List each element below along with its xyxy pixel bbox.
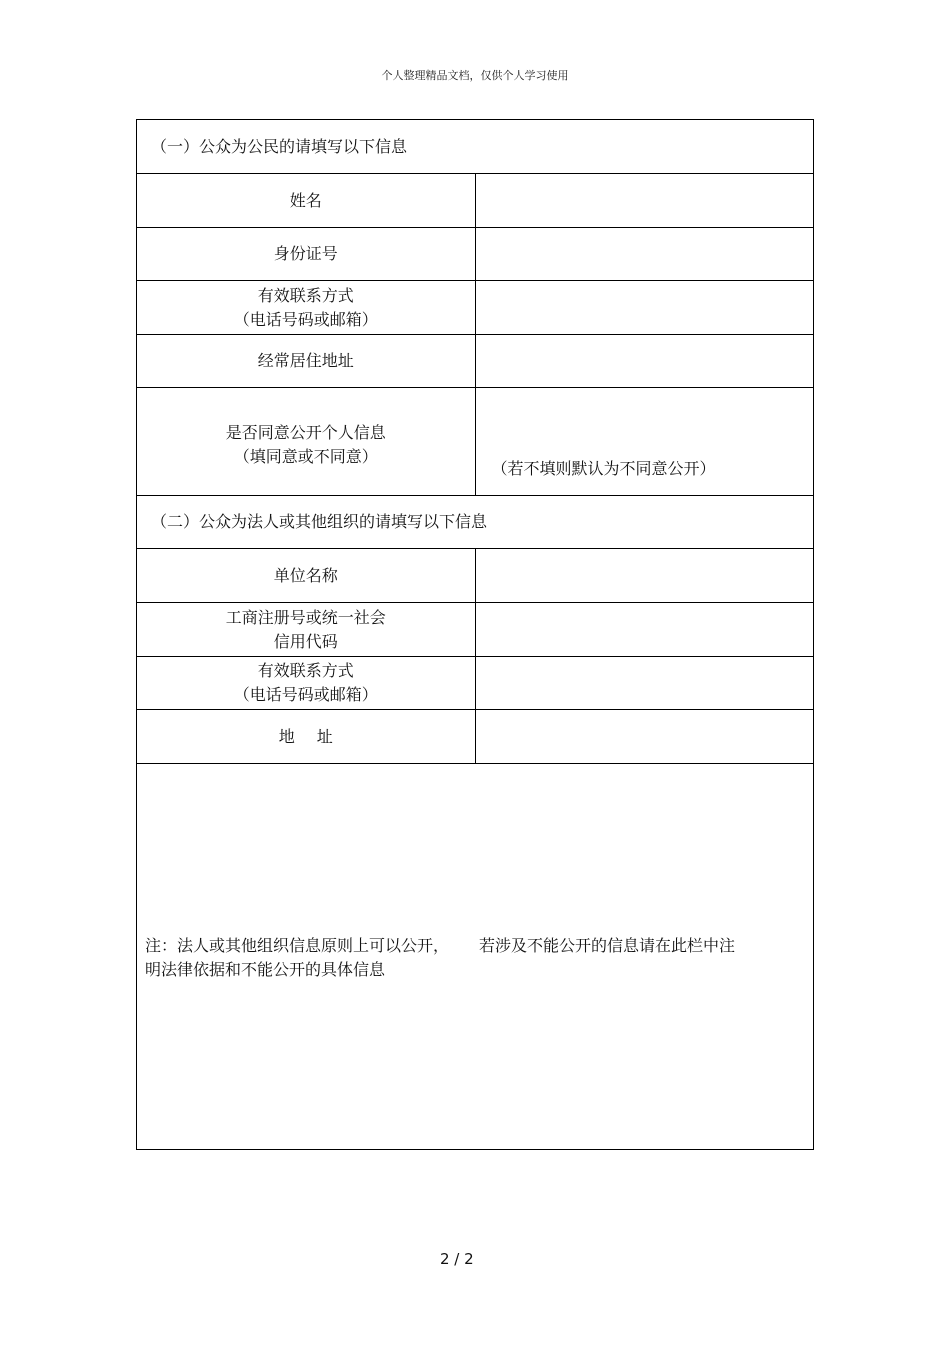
org-contact-field[interactable]	[475, 657, 814, 710]
consent-label-line2: （填同意或不同意）	[233, 446, 378, 466]
note-cell[interactable]	[137, 764, 814, 1150]
consent-field[interactable]	[475, 388, 814, 496]
note-line1	[145, 934, 795, 958]
contact-label-line1: 有效联系方式	[257, 285, 354, 305]
consent-label	[137, 388, 476, 496]
id-number-row	[137, 228, 814, 281]
note-line2: 明法律依据和不能公开的具体信息	[145, 960, 386, 979]
id-number-label: 身份证号	[137, 228, 476, 281]
registration-label-line2: 信用代码	[273, 631, 338, 651]
org-name-row	[137, 549, 814, 603]
residence-label: 经常居住地址	[137, 335, 476, 388]
id-number-field[interactable]	[475, 228, 814, 281]
note-part1: 注：法人或其他组织信息原则上可以公开，	[145, 936, 450, 955]
consent-hint: （若不填则默认为不同意公开）	[491, 459, 716, 478]
name-row	[137, 174, 814, 228]
residence-row	[137, 335, 814, 388]
contact-row	[137, 281, 814, 335]
registration-field[interactable]	[475, 603, 814, 657]
address-label-char2: 址	[316, 726, 333, 746]
consent-row	[137, 388, 814, 496]
registration-label	[137, 603, 476, 657]
org-contact-label-line1: 有效联系方式	[257, 661, 354, 680]
note-row	[137, 764, 814, 1150]
consent-label-line1: 是否同意公开个人信息	[225, 422, 386, 442]
org-contact-row	[137, 657, 814, 710]
registration-row	[137, 603, 814, 657]
section1-title: （一）公众为公民的请填写以下信息	[137, 120, 814, 174]
section2-title-row	[137, 496, 814, 549]
section1-title-row	[137, 120, 814, 174]
registration-label-line1: 工商注册号或统一社会	[225, 607, 386, 627]
address-field[interactable]	[475, 710, 814, 764]
page-number: 2 / 2	[440, 1250, 474, 1268]
org-name-label: 单位名称	[137, 549, 476, 603]
address-label	[137, 710, 476, 764]
contact-label	[137, 281, 476, 335]
note-part2: 若涉及不能公开的信息请在此栏中注	[479, 936, 736, 955]
address-row	[137, 710, 814, 764]
org-contact-label	[137, 657, 476, 710]
section2-title: （二）公众为法人或其他组织的请填写以下信息	[137, 496, 814, 549]
name-label: 姓名	[137, 174, 476, 228]
org-contact-label-line2: （电话号码或邮箱）	[233, 685, 378, 704]
address-label-char1: 地	[278, 726, 295, 746]
residence-field[interactable]	[475, 335, 814, 388]
contact-label-line2: （电话号码或邮箱）	[233, 309, 378, 329]
page-header: 个人整理精品文档，仅供个人学习使用	[381, 69, 569, 82]
name-field[interactable]	[475, 174, 814, 228]
information-form-table	[136, 119, 814, 1150]
org-name-field[interactable]	[475, 549, 814, 603]
contact-field[interactable]	[475, 281, 814, 335]
